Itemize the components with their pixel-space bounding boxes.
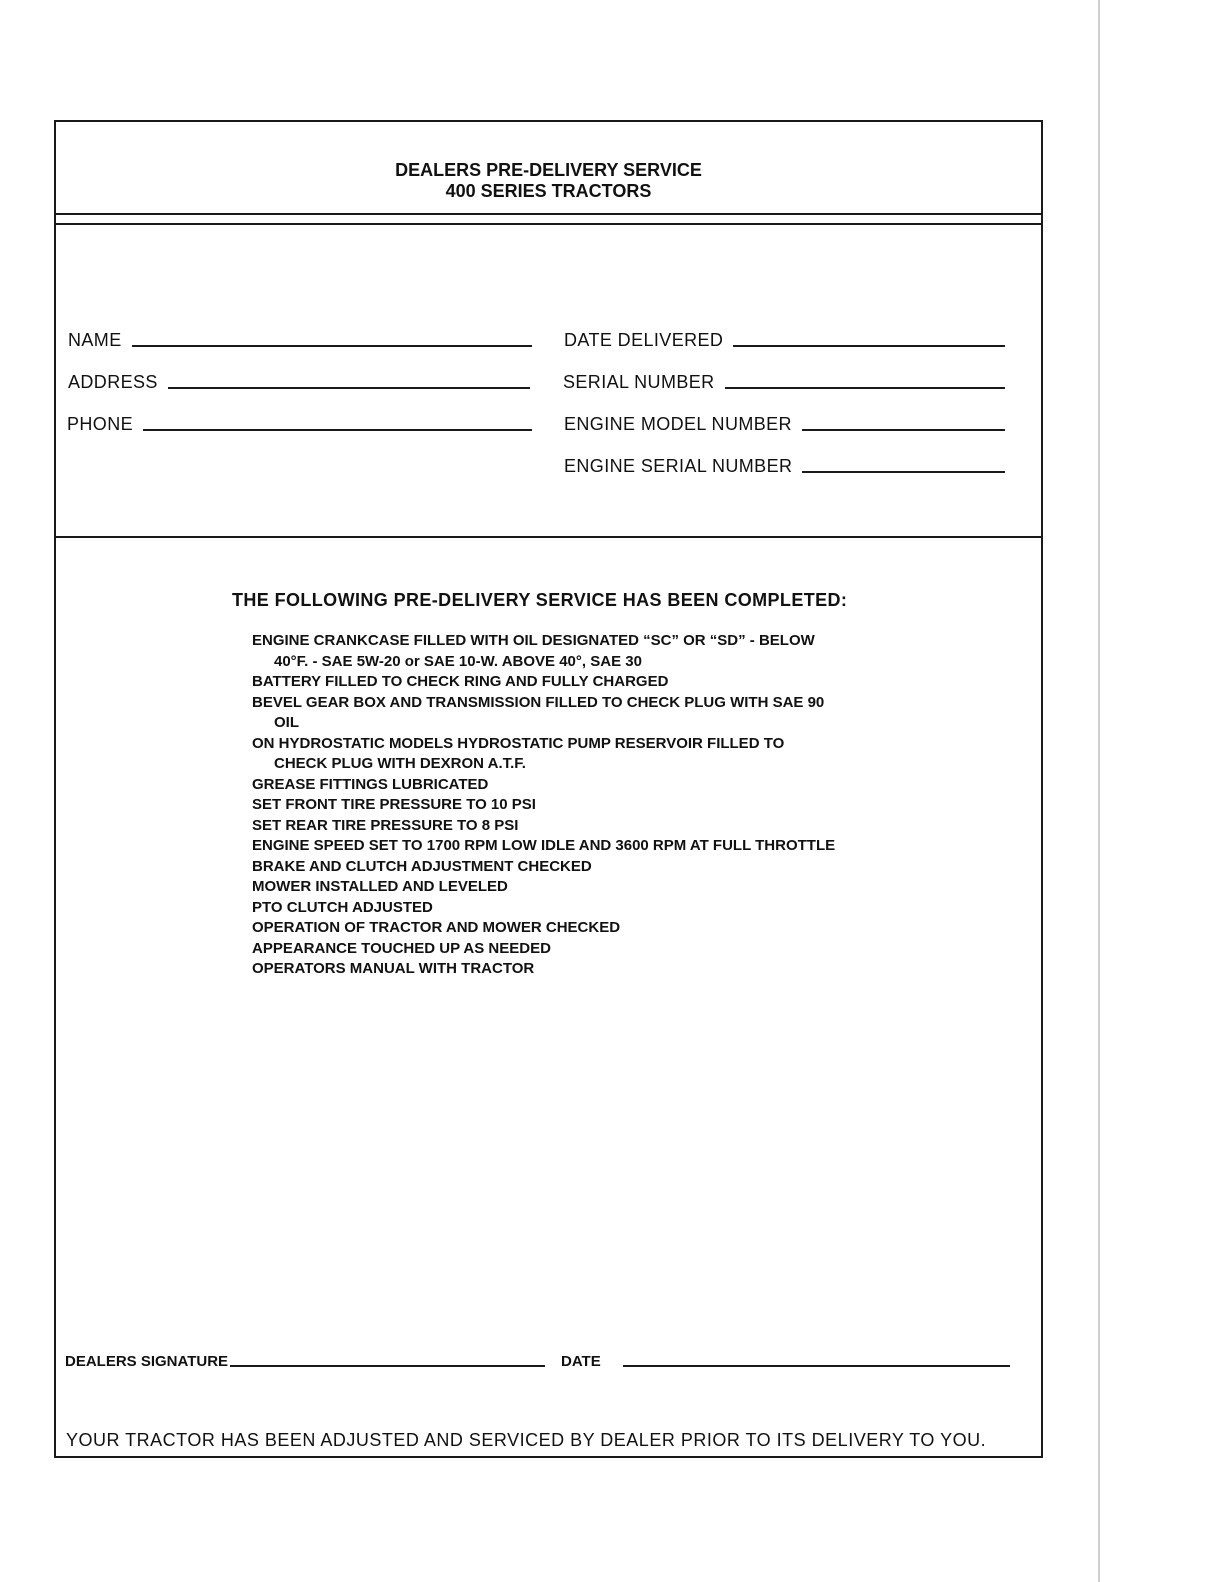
- divider: [56, 536, 1041, 538]
- list-item: BRAKE AND CLUTCH ADJUSTMENT CHECKED: [252, 857, 592, 875]
- name-label: NAME: [68, 330, 122, 350]
- form-title: [56, 160, 1041, 202]
- phone-label: PHONE: [67, 414, 134, 434]
- address-input-line[interactable]: [168, 387, 530, 389]
- service-checklist: [252, 631, 835, 980]
- date-delivered-field[interactable]: [564, 327, 1005, 351]
- list-item-continuation: CHECK PLUG WITH DEXRON A.T.F.: [274, 755, 526, 772]
- list-item: BATTERY FILLED TO CHECK RING AND FULLY CHARGED: [252, 673, 669, 690]
- serial-number-field[interactable]: [563, 369, 1005, 393]
- page-edge-shadow: [1098, 0, 1100, 1582]
- list-item: SET REAR TIRE PRESSURE TO 8 PSI: [252, 816, 519, 834]
- list-item: ENGINE CRANKCASE FILLED WITH OIL DESIGNATED “SC” OR “SD” - BELOW: [252, 632, 815, 649]
- list-item: MOWER INSTALLED AND LEVELED: [252, 878, 508, 895]
- engine-serial-number-field[interactable]: [564, 453, 1005, 477]
- signature-date-label: DATE: [561, 1353, 601, 1370]
- dealer-signature-line[interactable]: [230, 1365, 545, 1367]
- pre-delivery-form: [54, 120, 1043, 1458]
- list-item-continuation: 40°F. - SAE 5W-20 or SAE 10-W. ABOVE 40°, SAE 30: [274, 652, 642, 670]
- name-input-line[interactable]: [132, 345, 532, 347]
- date-delivered-label: DATE DELIVERED: [564, 330, 724, 350]
- form-title-line-1: DEALERS PRE-DELIVERY SERVICE: [395, 160, 702, 180]
- name-field[interactable]: [68, 327, 532, 351]
- list-item: OPERATION OF TRACTOR AND MOWER CHECKED: [252, 919, 621, 936]
- address-field[interactable]: [68, 369, 530, 393]
- engine-model-number-field[interactable]: [564, 411, 1005, 435]
- serial-number-label: SERIAL NUMBER: [563, 372, 715, 392]
- engine-serial-number-label: ENGINE SERIAL NUMBER: [564, 456, 793, 476]
- dealer-signature-field[interactable]: [65, 1348, 545, 1370]
- divider: [56, 223, 1041, 225]
- signature-date-field[interactable]: [561, 1348, 1010, 1370]
- service-heading: THE FOLLOWING PRE-DELIVERY SERVICE HAS BEEN COMPLETED:: [232, 590, 848, 610]
- list-item: GREASE FITTINGS LUBRICATED: [252, 775, 489, 793]
- signature-date-line[interactable]: [623, 1365, 1010, 1367]
- list-item: ENGINE SPEED SET TO 1700 RPM LOW IDLE AND 3600 RPM AT FULL THROTTLE: [252, 837, 836, 854]
- list-item: SET FRONT TIRE PRESSURE TO 10 PSI: [252, 796, 536, 813]
- list-item: ON HYDROSTATIC MODELS HYDROSTATIC PUMP RESERVOIR FILLED TO: [252, 734, 785, 752]
- serial-number-input-line[interactable]: [725, 387, 1005, 389]
- engine-model-number-input-line[interactable]: [802, 429, 1005, 431]
- list-item: BEVEL GEAR BOX AND TRANSMISSION FILLED TO CHECK PLUG WITH SAE 90: [252, 693, 825, 711]
- phone-field[interactable]: [67, 411, 532, 435]
- engine-serial-number-input-line[interactable]: [802, 471, 1005, 473]
- list-item: OPERATORS MANUAL WITH TRACTOR: [252, 960, 535, 977]
- list-item: PTO CLUTCH ADJUSTED: [252, 898, 433, 916]
- form-title-line-2: 400 SERIES TRACTORS: [445, 181, 652, 201]
- phone-input-line[interactable]: [143, 429, 532, 431]
- date-delivered-input-line[interactable]: [733, 345, 1005, 347]
- dealer-signature-label: DEALERS SIGNATURE: [65, 1353, 229, 1370]
- footer-notice: YOUR TRACTOR HAS BEEN ADJUSTED AND SERVICED BY DEALER PRIOR TO ITS DELIVERY TO YOU.: [66, 1430, 987, 1450]
- engine-model-number-label: ENGINE MODEL NUMBER: [564, 414, 792, 434]
- divider: [56, 213, 1041, 215]
- address-label: ADDRESS: [68, 372, 158, 392]
- list-item: APPEARANCE TOUCHED UP AS NEEDED: [252, 939, 551, 957]
- list-item-continuation: OIL: [274, 714, 299, 731]
